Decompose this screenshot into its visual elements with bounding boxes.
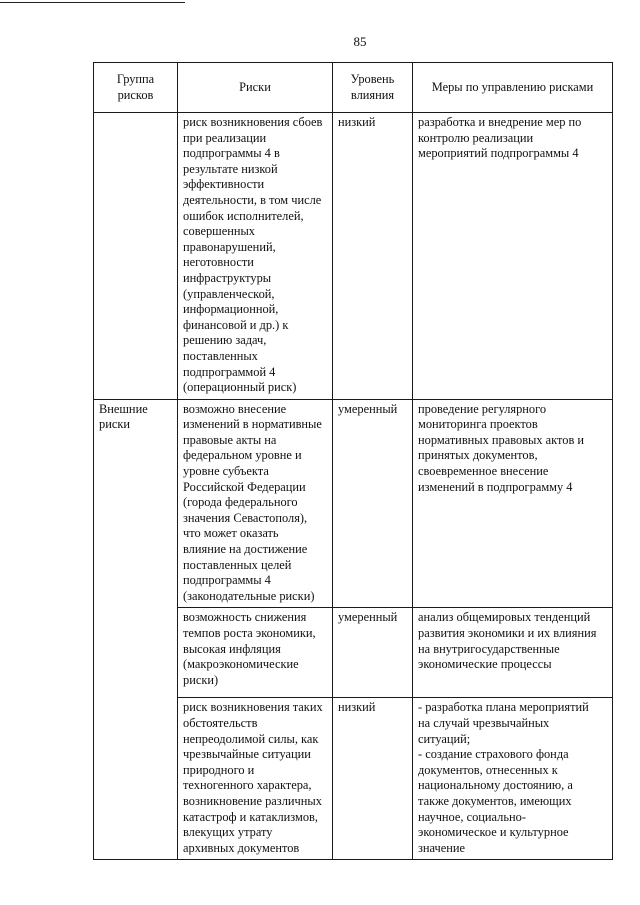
- level-cell: низкий: [333, 698, 413, 860]
- header-group: Группа рисков: [94, 63, 178, 113]
- header-risks: Риски: [178, 63, 333, 113]
- table-row: [94, 399, 613, 608]
- header-measures: Меры по управлению рисками: [413, 63, 613, 113]
- measures-cell: разработка и внедрение мер по контролю реализации мероприятий подпрограммы 4: [413, 113, 613, 400]
- table-body: [94, 113, 613, 860]
- group-cell-external: Внешние риски: [94, 399, 178, 860]
- table-header: [94, 63, 613, 113]
- level-cell: умеренный: [333, 399, 413, 608]
- risk-cell: возможно внесение изменений в нормативные правовые акты на федеральном уровне и уровне субъекта Российской Федерации (города федерального значения Севастополя), что может оказать влияние на достижение поставленных целей подпрограммы 4 (законодательные риски): [178, 399, 333, 608]
- level-cell: низкий: [333, 113, 413, 400]
- risk-cell: риск возникновения сбоев при реализации подпрограммы 4 в результате низкой эффективности деятельности, в том числе ошибок исполнителей, совершенных правонарушений, неготовности инфраструктуры (управленческой, информационной, финансовой и др.) к решению задач, поставленных подпрограммой 4 (операционный риск): [178, 113, 333, 400]
- header-level: Уровень влияния: [333, 63, 413, 113]
- risk-cell: возможность снижения темпов роста экономики, высокая инфляция (макроэкономические риски): [178, 608, 333, 698]
- measures-cell: - разработка плана мероприятий на случай чрезвычайных ситуаций; - создание страхового фонда документов, отнесенных к национальному достоянию, а также документов, имеющих научное, социально- экономическое и культурное значение: [413, 698, 613, 860]
- table-row: [94, 113, 613, 400]
- level-cell: умеренный: [333, 608, 413, 698]
- top-rule: [0, 2, 185, 3]
- measures-cell: проведение регулярного мониторинга проектов нормативных правовых актов и принятых документов, своевременное внесение изменений в подпрограмму 4: [413, 399, 613, 608]
- risk-management-table: [93, 62, 613, 860]
- risk-cell: риск возникновения таких обстоятельств непреодолимой силы, как чрезвычайные ситуации природного и техногенного характера, возникновение различных катастроф и катаклизмов, влекущих утрату архивных документов: [178, 698, 333, 860]
- page-number: 85: [353, 34, 367, 49]
- group-cell-empty: [94, 113, 178, 400]
- header-row: [94, 63, 613, 113]
- measures-cell: анализ общемировых тенденций развития экономики и их влияния на внутригосударственные экономические процессы: [413, 608, 613, 698]
